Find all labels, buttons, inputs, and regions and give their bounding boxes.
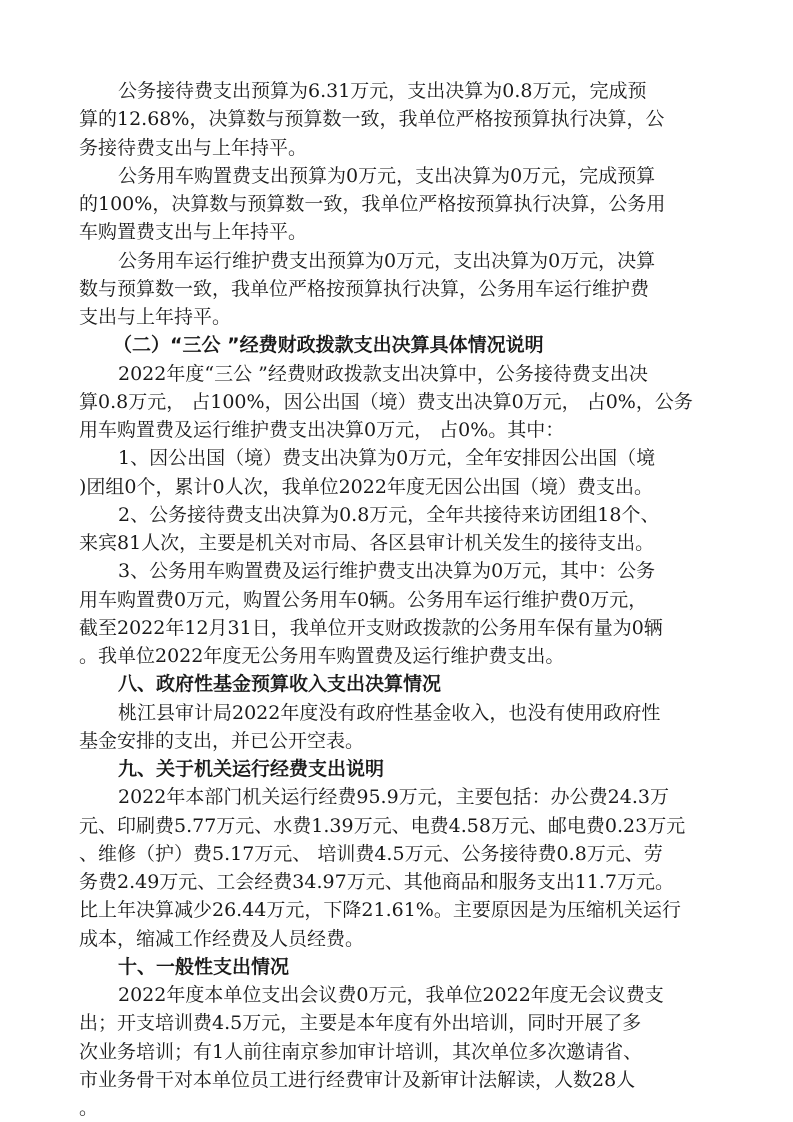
text-line: 算的12.68%，决算数与预算数一致，我单位严格按预算执行决算，公: [79, 108, 665, 130]
text-line: 市业务骨干对本单位员工进行经费审计及新审计法解读，人数28人: [79, 1069, 636, 1091]
text-line: 元、印刷费5.77万元、水费1.39万元、电费4.58万元、邮电费0.23万元: [79, 815, 686, 837]
text-line: 。: [79, 1097, 99, 1119]
text-line: 公务接待费支出预算为6.31万元，支出决算为0.8万元，完成预: [118, 80, 647, 102]
text-line: 数与预算数一致，我单位严格按预算执行决算，公务用车运行维护费: [79, 278, 650, 300]
text-line: 2022年本部门机关运行经费95.9万元，主要包括：办公费24.3万: [118, 786, 669, 808]
section-heading: 九、关于机关运行经费支出说明: [118, 758, 385, 780]
text-line: 公务用车购置费支出预算为0万元，支出决算为0万元，完成预算: [118, 165, 656, 187]
text-line: 次业务培训；有1人前往南京参加审计培训，其次单位多次邀请省、: [79, 1041, 643, 1063]
text-line: 公务用车运行维护费支出预算为0万元，支出决算为0万元，决算: [118, 250, 656, 272]
section-heading: 十、一般性支出情况: [118, 956, 290, 978]
text-line: 。我单位2022年度无公务用车购置费及运行维护费支出。: [79, 645, 565, 667]
text-line: 3、公务用车购置费及运行维护费支出决算为0万元，其中：公务: [118, 560, 656, 582]
text-line: 算0.8万元， 占100%，因公出国（境）费支出决算0万元， 占0%，公务: [79, 391, 693, 413]
text-line: 基金安排的支出，并已公开空表。: [79, 730, 365, 752]
text-line: 2022年度“三公 ”经费财政拨款支出决算中，公务接待费支出决: [118, 363, 648, 385]
text-line: 车购置费支出与上年持平。: [79, 221, 308, 243]
text-line: 、维修（护）费5.17万元、 培训费4.5万元、公务接待费0.8万元、劳: [79, 843, 663, 865]
section-heading: 八、政府性基金预算收入支出决算情况: [118, 673, 442, 695]
text-line: 务费2.49万元、工会经费34.97万元、其他商品和服务支出11.7万元。: [79, 871, 675, 893]
text-line: 1、因公出国（境）费支出决算为0万元，全年安排因公出国（境: [118, 447, 656, 469]
text-line: 比上年决算减少26.44万元，下降21.61%。主要原因是为压缩机关运行: [79, 899, 681, 921]
text-line: 务接待费支出与上年持平。: [79, 137, 308, 159]
text-line: 成本，缩减工作经费及人员经费。: [79, 928, 365, 950]
text-line: 支出与上年持平。: [79, 306, 232, 328]
text-line: 截至2022年12月31日，我单位开支财政拨款的公务用车保有量为0辆: [79, 617, 663, 639]
text-line: 用车购置费及运行维护费支出决算0万元， 占0%。其中：: [79, 419, 565, 441]
text-line: 用车购置费0万元，购置公务用车0辆。公务用车运行维护费0万元，: [79, 589, 648, 611]
text-line: )团组0个，累计0人次，我单位2022年度无因公出国（境）费支出。: [79, 476, 653, 498]
section-heading: （二）“三公 ”经费财政拨款支出决算具体情况说明: [113, 334, 544, 356]
text-line: 来宾81人次，主要是机关对市局、各区县审计机关发生的接待支出。: [79, 532, 655, 554]
text-line: 2、公务接待费支出决算为0.8万元，全年共接待来访团组18个、: [118, 504, 660, 526]
text-line: 出；开支培训费4.5万元，主要是本年度有外出培训，同时开展了多: [79, 1012, 642, 1034]
text-line: 2022年度本单位支出会议费0万元，我单位2022年度无会议费支: [118, 984, 664, 1006]
text-line: 的100%，决算数与预算数一致，我单位严格按预算执行决算，公务用: [79, 193, 666, 215]
text-line: 桃江县审计局2022年度没有政府性基金收入，也没有使用政府性: [118, 702, 661, 724]
